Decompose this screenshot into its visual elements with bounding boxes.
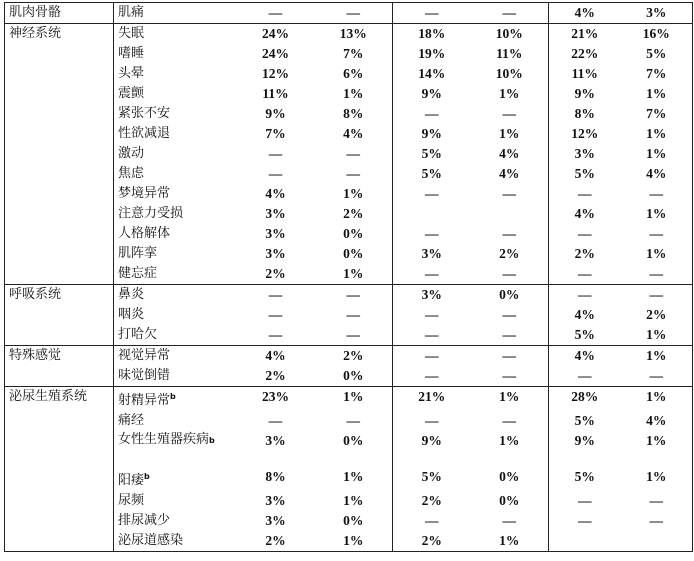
- percentage-cell: 4%: [471, 144, 549, 164]
- percentage-cell: 0%: [315, 511, 393, 531]
- percentage-cell: 13%: [315, 24, 393, 45]
- percentage-cell: 3%: [265, 493, 286, 508]
- symptom-cell: [114, 346, 237, 367]
- percentage-cell: 2%: [471, 244, 549, 264]
- symptom-label: 头晕: [118, 66, 145, 81]
- symptom-label: 激动: [118, 146, 145, 161]
- symptom-cell: [114, 144, 237, 164]
- percentage-cell: —: [471, 346, 549, 367]
- percentage-cell: —: [315, 3, 393, 24]
- percentage-cell: —: [578, 226, 592, 241]
- percentage-cell: [549, 531, 621, 552]
- symptom-cell: [114, 467, 237, 491]
- percentage-cell: 12%: [262, 66, 289, 81]
- percentage-cell: —: [315, 325, 393, 346]
- percentage-cell: 3%: [265, 513, 286, 528]
- percentage-cell: 4%: [471, 164, 549, 184]
- percentage-cell: 4%: [621, 411, 693, 431]
- footnote-marker: b: [144, 472, 150, 481]
- percentage-cell: 1%: [471, 84, 549, 104]
- percentage-cell: 4%: [237, 346, 315, 367]
- percentage-cell: 7%: [315, 44, 393, 64]
- symptom-label: 泌尿道感染: [118, 533, 184, 548]
- percentage-cell: —: [315, 164, 393, 184]
- percentage-cell: —: [621, 491, 693, 511]
- percentage-cell: —: [621, 511, 693, 531]
- percentage-cell: —: [393, 325, 471, 346]
- symptom-label: 射精异常: [118, 393, 171, 408]
- percentage-cell: 1%: [621, 84, 693, 104]
- percentage-cell: 0%: [471, 467, 549, 491]
- percentage-cell: 5%: [421, 166, 442, 181]
- percentage-cell: 28%: [549, 387, 621, 412]
- percentage-cell: 1%: [315, 491, 393, 511]
- percentage-cell: 1%: [315, 531, 393, 552]
- body-system-cell: 呼吸系统: [5, 285, 114, 346]
- percentage-cell: 5%: [421, 146, 442, 161]
- percentage-cell: —: [621, 264, 693, 285]
- percentage-cell: —: [471, 305, 549, 325]
- cut-off-footnote-line: [30, 553, 690, 561]
- symptom-label: 肌阵挛: [118, 246, 158, 261]
- percentage-cell: 0%: [315, 224, 393, 244]
- percentage-cell: 3%: [574, 146, 595, 161]
- percentage-cell: 9%: [265, 106, 286, 121]
- symptom-label: 痛经: [118, 413, 145, 428]
- table-row: [5, 285, 693, 306]
- percentage-cell: —: [471, 224, 549, 244]
- percentage-cell: 9%: [421, 433, 442, 448]
- percentage-cell: 9%: [574, 433, 595, 448]
- percentage-cell: 7%: [621, 64, 693, 84]
- percentage-cell: 12%: [571, 126, 599, 141]
- percentage-cell: 1%: [315, 387, 393, 412]
- symptom-cell: [114, 285, 237, 306]
- percentage-cell: —: [425, 186, 439, 201]
- percentage-cell: —: [393, 346, 471, 367]
- percentage-cell: 4%: [315, 124, 393, 144]
- symptom-label: 阳痿: [118, 473, 145, 488]
- percentage-cell: 3%: [265, 226, 286, 241]
- percentage-cell: 3%: [265, 433, 286, 448]
- percentage-cell: —: [237, 285, 315, 306]
- percentage-cell: 5%: [574, 469, 595, 484]
- percentage-cell: —: [315, 144, 393, 164]
- symptom-cell: [114, 104, 237, 124]
- percentage-cell: 18%: [393, 24, 471, 45]
- percentage-cell: —: [578, 186, 592, 201]
- percentage-cell: —: [315, 285, 393, 306]
- percentage-cell: 22%: [571, 46, 599, 61]
- symptom-cell: [114, 305, 237, 325]
- percentage-cell: 3%: [621, 3, 693, 24]
- percentage-cell: —: [471, 325, 549, 346]
- percentage-cell: 3%: [393, 285, 471, 306]
- percentage-cell: 11%: [262, 86, 289, 101]
- symptom-cell: [114, 387, 237, 412]
- percentage-cell: —: [621, 224, 693, 244]
- percentage-cell: 10%: [471, 64, 549, 84]
- percentage-cell: —: [315, 411, 393, 431]
- symptom-cell: [114, 531, 237, 552]
- percentage-cell: —: [237, 3, 315, 24]
- symptom-label: 震颤: [118, 86, 145, 101]
- percentage-cell: —: [471, 366, 549, 387]
- percentage-cell: 2%: [315, 346, 393, 367]
- percentage-cell: 8%: [315, 104, 393, 124]
- percentage-cell: 1%: [315, 264, 393, 285]
- percentage-cell: —: [621, 366, 693, 387]
- percentage-cell: 0%: [315, 431, 393, 467]
- table-body: [5, 3, 693, 552]
- symptom-cell: [114, 184, 237, 204]
- percentage-cell: 1%: [621, 387, 693, 412]
- percentage-cell: 5%: [574, 413, 595, 428]
- percentage-cell: 24%: [237, 24, 315, 45]
- symptom-label: 失眠: [118, 26, 145, 41]
- percentage-cell: 7%: [621, 104, 693, 124]
- percentage-cell: 4%: [549, 346, 621, 367]
- percentage-cell: 4%: [574, 307, 595, 322]
- symptom-cell: [114, 511, 237, 531]
- percentage-cell: 11%: [471, 44, 549, 64]
- percentage-cell: —: [268, 307, 283, 322]
- percentage-cell: 5%: [421, 469, 442, 484]
- percentage-cell: 1%: [621, 346, 693, 367]
- percentage-cell: 5%: [574, 166, 595, 181]
- percentage-cell: 0%: [315, 366, 393, 387]
- symptom-label: 嗜睡: [118, 46, 145, 61]
- percentage-cell: 1%: [471, 124, 549, 144]
- percentage-cell: 3%: [265, 246, 286, 261]
- percentage-cell: 5%: [621, 44, 693, 64]
- symptom-cell: [114, 84, 237, 104]
- symptom-cell: [114, 64, 237, 84]
- percentage-cell: —: [425, 513, 439, 528]
- symptom-cell: [114, 44, 237, 64]
- percentage-cell: [621, 531, 693, 552]
- percentage-cell: 24%: [262, 46, 289, 61]
- percentage-cell: —: [578, 493, 592, 508]
- percentage-cell: 11%: [571, 66, 598, 81]
- symptom-label: 性欲减退: [118, 126, 171, 141]
- percentage-cell: 4%: [549, 3, 621, 24]
- body-system-cell: 神经系统: [5, 24, 114, 285]
- percentage-cell: —: [549, 366, 621, 387]
- percentage-cell: 9%: [574, 86, 595, 101]
- symptom-label: 焦虑: [118, 166, 145, 181]
- percentage-cell: —: [393, 366, 471, 387]
- percentage-cell: 2%: [237, 366, 315, 387]
- percentage-cell: 1%: [621, 431, 693, 467]
- percentage-cell: —: [578, 513, 592, 528]
- symptom-cell: [114, 411, 237, 431]
- symptom-label: 梦境异常: [118, 186, 171, 201]
- percentage-cell: 4%: [621, 164, 693, 184]
- body-system-cell: 肌肉骨骼: [5, 3, 114, 24]
- symptom-label: 肌痛: [118, 5, 145, 20]
- percentage-cell: [471, 204, 549, 224]
- body-system-cell: 特殊感觉: [5, 346, 114, 387]
- symptom-cell: [114, 366, 237, 387]
- percentage-cell: 0%: [471, 285, 549, 306]
- footnote-marker: b: [209, 436, 215, 445]
- symptom-label: 鼻炎: [118, 287, 145, 302]
- percentage-cell: 0%: [471, 491, 549, 511]
- percentage-cell: —: [621, 285, 693, 306]
- percentage-cell: —: [268, 166, 283, 181]
- percentage-cell: 1%: [315, 84, 393, 104]
- adverse-events-table-container: [4, 2, 693, 552]
- percentage-cell: 1%: [621, 204, 693, 224]
- percentage-cell: 6%: [315, 64, 393, 84]
- percentage-cell: 0%: [315, 244, 393, 264]
- percentage-cell: 2%: [315, 204, 393, 224]
- table-row: [5, 3, 693, 24]
- symptom-label: 视觉异常: [118, 348, 171, 363]
- percentage-cell: 9%: [421, 86, 442, 101]
- adverse-events-table: [4, 2, 693, 552]
- percentage-cell: —: [425, 307, 439, 322]
- percentage-cell: —: [471, 264, 549, 285]
- percentage-cell: 10%: [471, 24, 549, 45]
- symptom-cell: [114, 204, 237, 224]
- percentage-cell: —: [425, 413, 439, 428]
- percentage-cell: —: [237, 325, 315, 346]
- symptom-label: 排尿减少: [118, 513, 171, 528]
- symptom-label: 女性生殖器疾病: [118, 432, 210, 447]
- percentage-cell: 9%: [421, 126, 442, 141]
- table-row: [5, 24, 693, 45]
- percentage-cell: 1%: [471, 387, 549, 412]
- symptom-label: 健忘症: [118, 266, 158, 281]
- symptom-label: 注意力受损: [118, 206, 184, 221]
- symptom-label: 味觉倒错: [118, 368, 171, 383]
- percentage-cell: [393, 204, 471, 224]
- body-system-cell: 泌尿生殖系统: [5, 387, 114, 552]
- percentage-cell: 1%: [471, 531, 549, 552]
- symptom-cell: [114, 264, 237, 285]
- percentage-cell: 2%: [393, 531, 471, 552]
- table-row: [5, 346, 693, 367]
- percentage-cell: 1%: [315, 184, 393, 204]
- symptom-cell: [114, 164, 237, 184]
- percentage-cell: 1%: [315, 467, 393, 491]
- percentage-cell: 4%: [574, 206, 595, 221]
- percentage-cell: 7%: [265, 126, 286, 141]
- percentage-cell: —: [471, 104, 549, 124]
- symptom-cell: [114, 224, 237, 244]
- symptom-cell: [114, 491, 237, 511]
- footnote-marker: b: [170, 392, 176, 401]
- percentage-cell: 8%: [265, 469, 286, 484]
- percentage-cell: —: [425, 106, 439, 121]
- percentage-cell: 8%: [574, 106, 595, 121]
- percentage-cell: 2%: [237, 264, 315, 285]
- symptom-cell: [114, 325, 237, 346]
- percentage-cell: —: [471, 3, 549, 24]
- percentage-cell: 2%: [621, 305, 693, 325]
- percentage-cell: —: [549, 285, 621, 306]
- percentage-cell: 1%: [621, 144, 693, 164]
- percentage-cell: —: [393, 3, 471, 24]
- percentage-cell: 21%: [393, 387, 471, 412]
- percentage-cell: 2%: [237, 531, 315, 552]
- percentage-cell: 5%: [549, 325, 621, 346]
- percentage-cell: 1%: [621, 325, 693, 346]
- symptom-label: 打哈欠: [118, 327, 158, 342]
- percentage-cell: 4%: [265, 186, 286, 201]
- percentage-cell: 2%: [421, 493, 442, 508]
- symptom-label: 尿频: [118, 493, 145, 508]
- percentage-cell: 3%: [421, 246, 442, 261]
- table-row: [5, 387, 693, 412]
- percentage-cell: —: [471, 511, 549, 531]
- symptom-cell: [114, 3, 237, 24]
- percentage-cell: —: [425, 226, 439, 241]
- symptom-label: 人格解体: [118, 226, 171, 241]
- symptom-label: 咽炎: [118, 307, 145, 322]
- percentage-cell: —: [549, 264, 621, 285]
- percentage-cell: 16%: [621, 24, 693, 45]
- percentage-cell: —: [268, 413, 283, 428]
- percentage-cell: 21%: [549, 24, 621, 45]
- percentage-cell: 1%: [621, 467, 693, 491]
- percentage-cell: —: [471, 184, 549, 204]
- percentage-cell: —: [621, 184, 693, 204]
- symptom-cell: [114, 244, 237, 264]
- percentage-cell: 3%: [265, 206, 286, 221]
- percentage-cell: 23%: [237, 387, 315, 412]
- percentage-cell: 1%: [471, 431, 549, 467]
- percentage-cell: —: [471, 411, 549, 431]
- percentage-cell: 19%: [418, 46, 446, 61]
- percentage-cell: 1%: [621, 244, 693, 264]
- percentage-cell: —: [393, 264, 471, 285]
- symptom-label: 紧张不安: [118, 106, 171, 121]
- symptom-cell: [114, 431, 237, 467]
- symptom-cell: [114, 124, 237, 144]
- percentage-cell: —: [268, 146, 283, 161]
- percentage-cell: 2%: [574, 246, 595, 261]
- percentage-cell: —: [315, 305, 393, 325]
- percentage-cell: 1%: [621, 124, 693, 144]
- symptom-cell: [114, 24, 237, 45]
- percentage-cell: 14%: [418, 66, 446, 81]
